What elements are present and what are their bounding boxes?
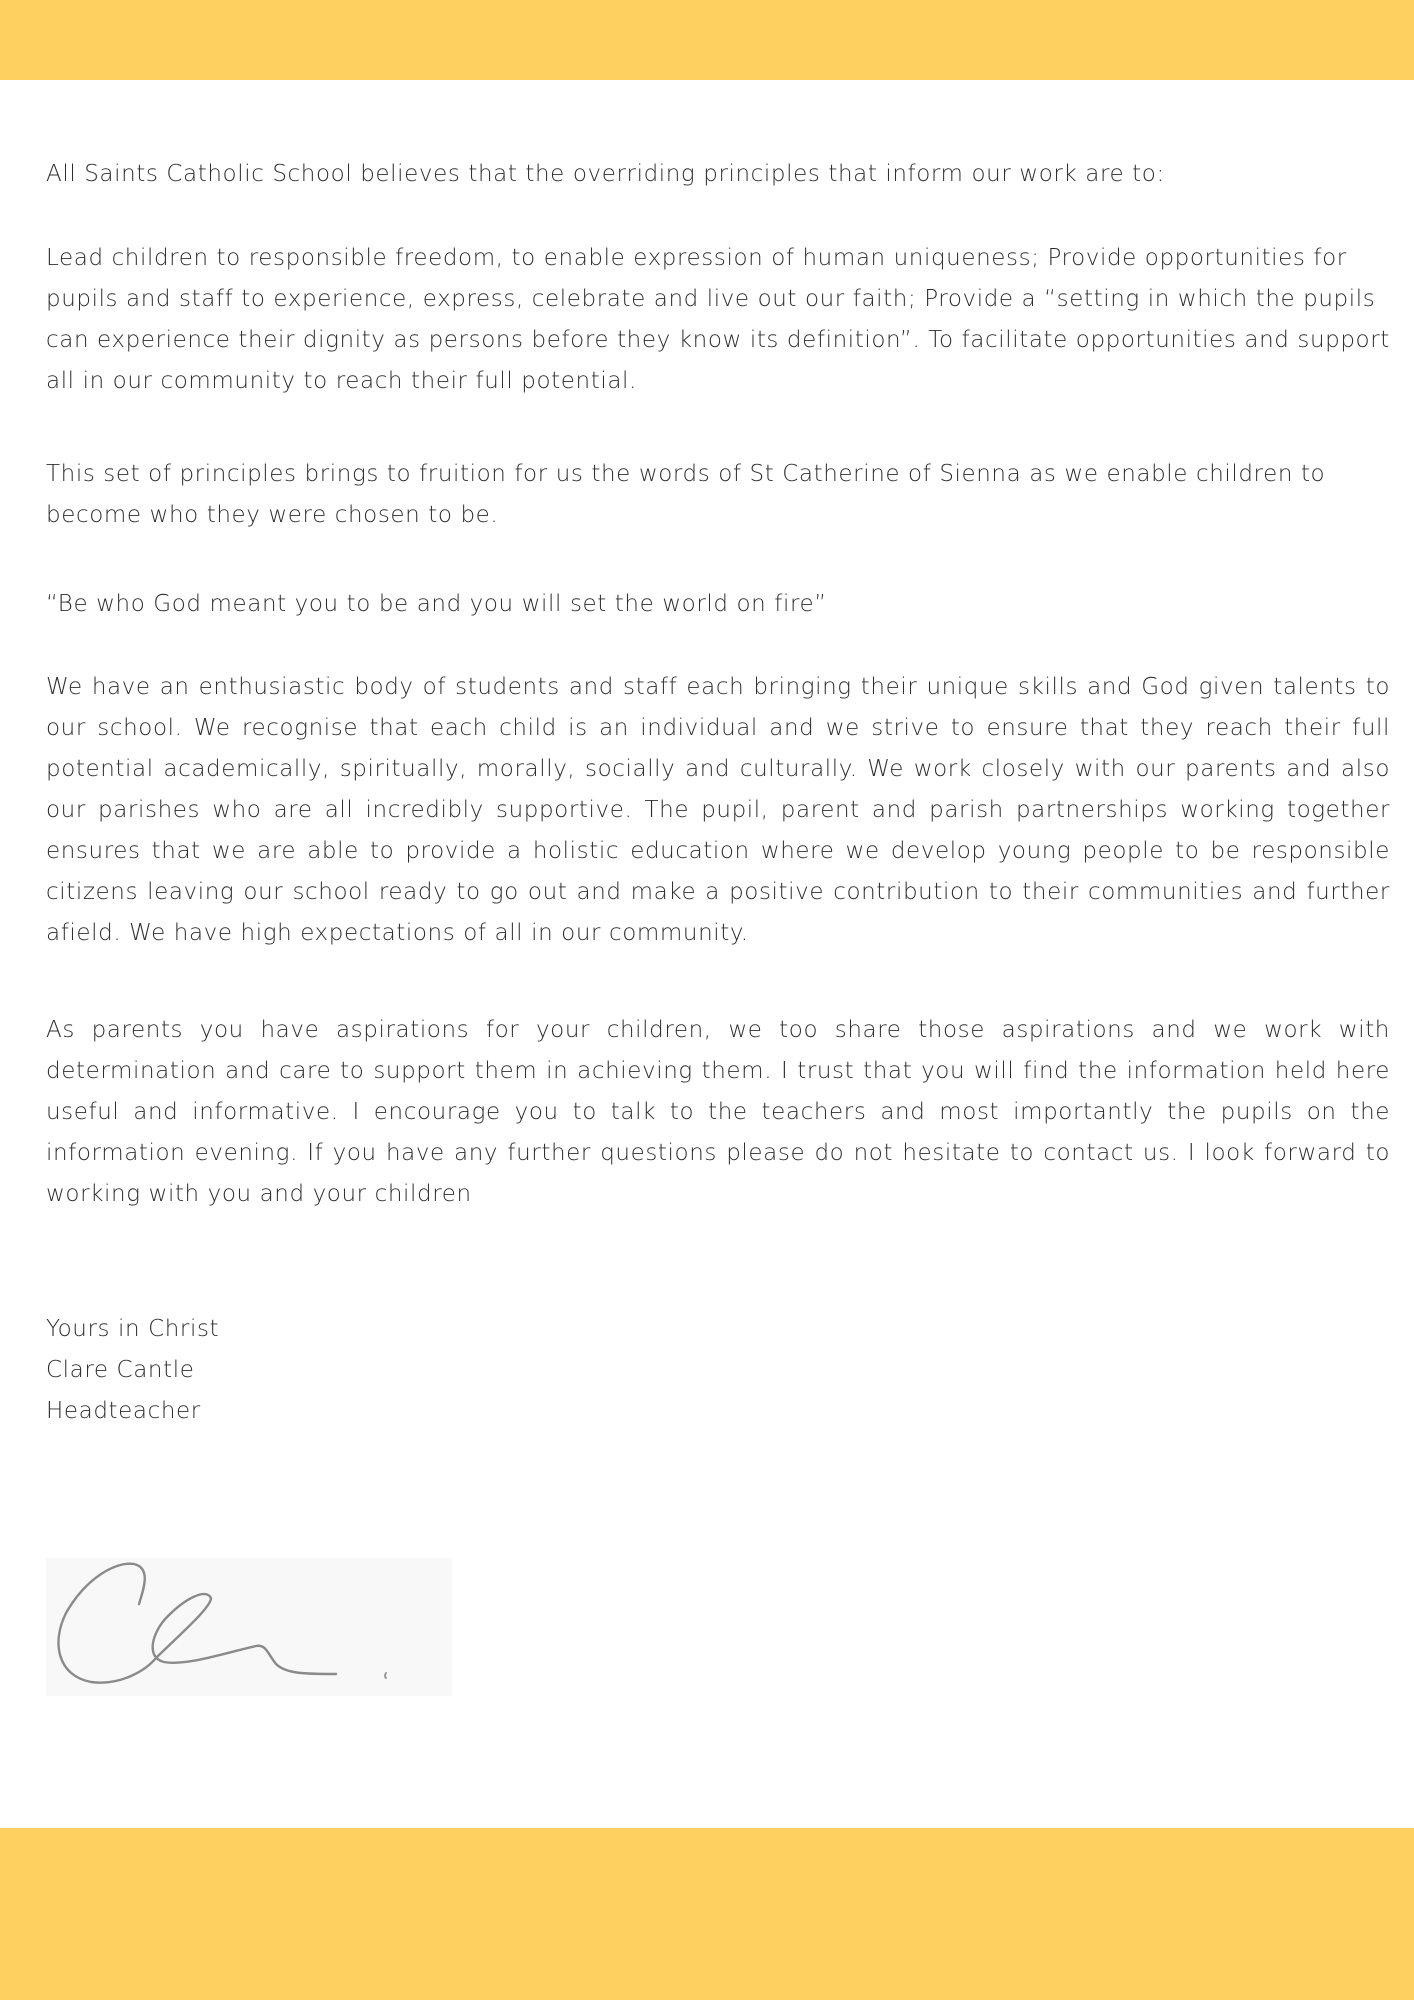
community-paragraph: We have an enthusiastic body of students and staff each bringing their unique skills and God given talents to our school. We recognise that each child is an individual and we strive to ensure that they reach their full potential academically, spiritually, morally, socially and culturally. We work closely with our parents and also our parishes who are all incredibly supportive. The pupil, parent and parish partnerships working together ensures that we are able to provide a holistic education where we develop young people to be responsible citizens leaving our school ready to go out and make a positive contribution to their communities and further afield. We have high expectations of all in our community. [46,674,1390,946]
bottom-accent-bar [0,1828,1414,2000]
principles-paragraph: Lead children to responsible freedom, to enable expression of human uniqueness; Provide opportunities for pupils and staff to experience, express, celebrate and live out our faith; Provide a “setting in which the pupils can experience their dignity as persons before they know its definition”. To facilitate opportunities and support all in our community to reach their full potential. [46,245,1390,394]
signature-image [46,1558,452,1696]
fruition-paragraph: This set of principles brings to fruition for us the words of St Catherine of Sienna as we enable children to become who they were chosen to be. [46,461,1326,528]
top-accent-bar [0,0,1414,80]
closing-line: Yours in Christ [46,1316,220,1342]
quote: “Be who God meant you to be and you will set the world on fire” [46,591,827,617]
signatory-name: Clare Cantle [46,1357,195,1383]
handwritten-signature-icon [46,1558,452,1696]
signatory-title: Headteacher [46,1398,201,1424]
intro-paragraph: All Saints Catholic School believes that the overriding principles that inform our work are to: [46,161,1165,187]
letter-body [46,154,1390,1432]
parents-paragraph: As parents you have aspirations for your children, we too share those aspirations and we work with determination and care to support them in achieving them. I trust that you will find the information held here useful and informative. I encourage you to talk to the teachers and most importantly the pupils on the information evening. If you have any further questions please do not hesitate to contact us. I look forward to working with you and your children [46,1017,1390,1207]
signoff-block [46,1309,1390,1432]
